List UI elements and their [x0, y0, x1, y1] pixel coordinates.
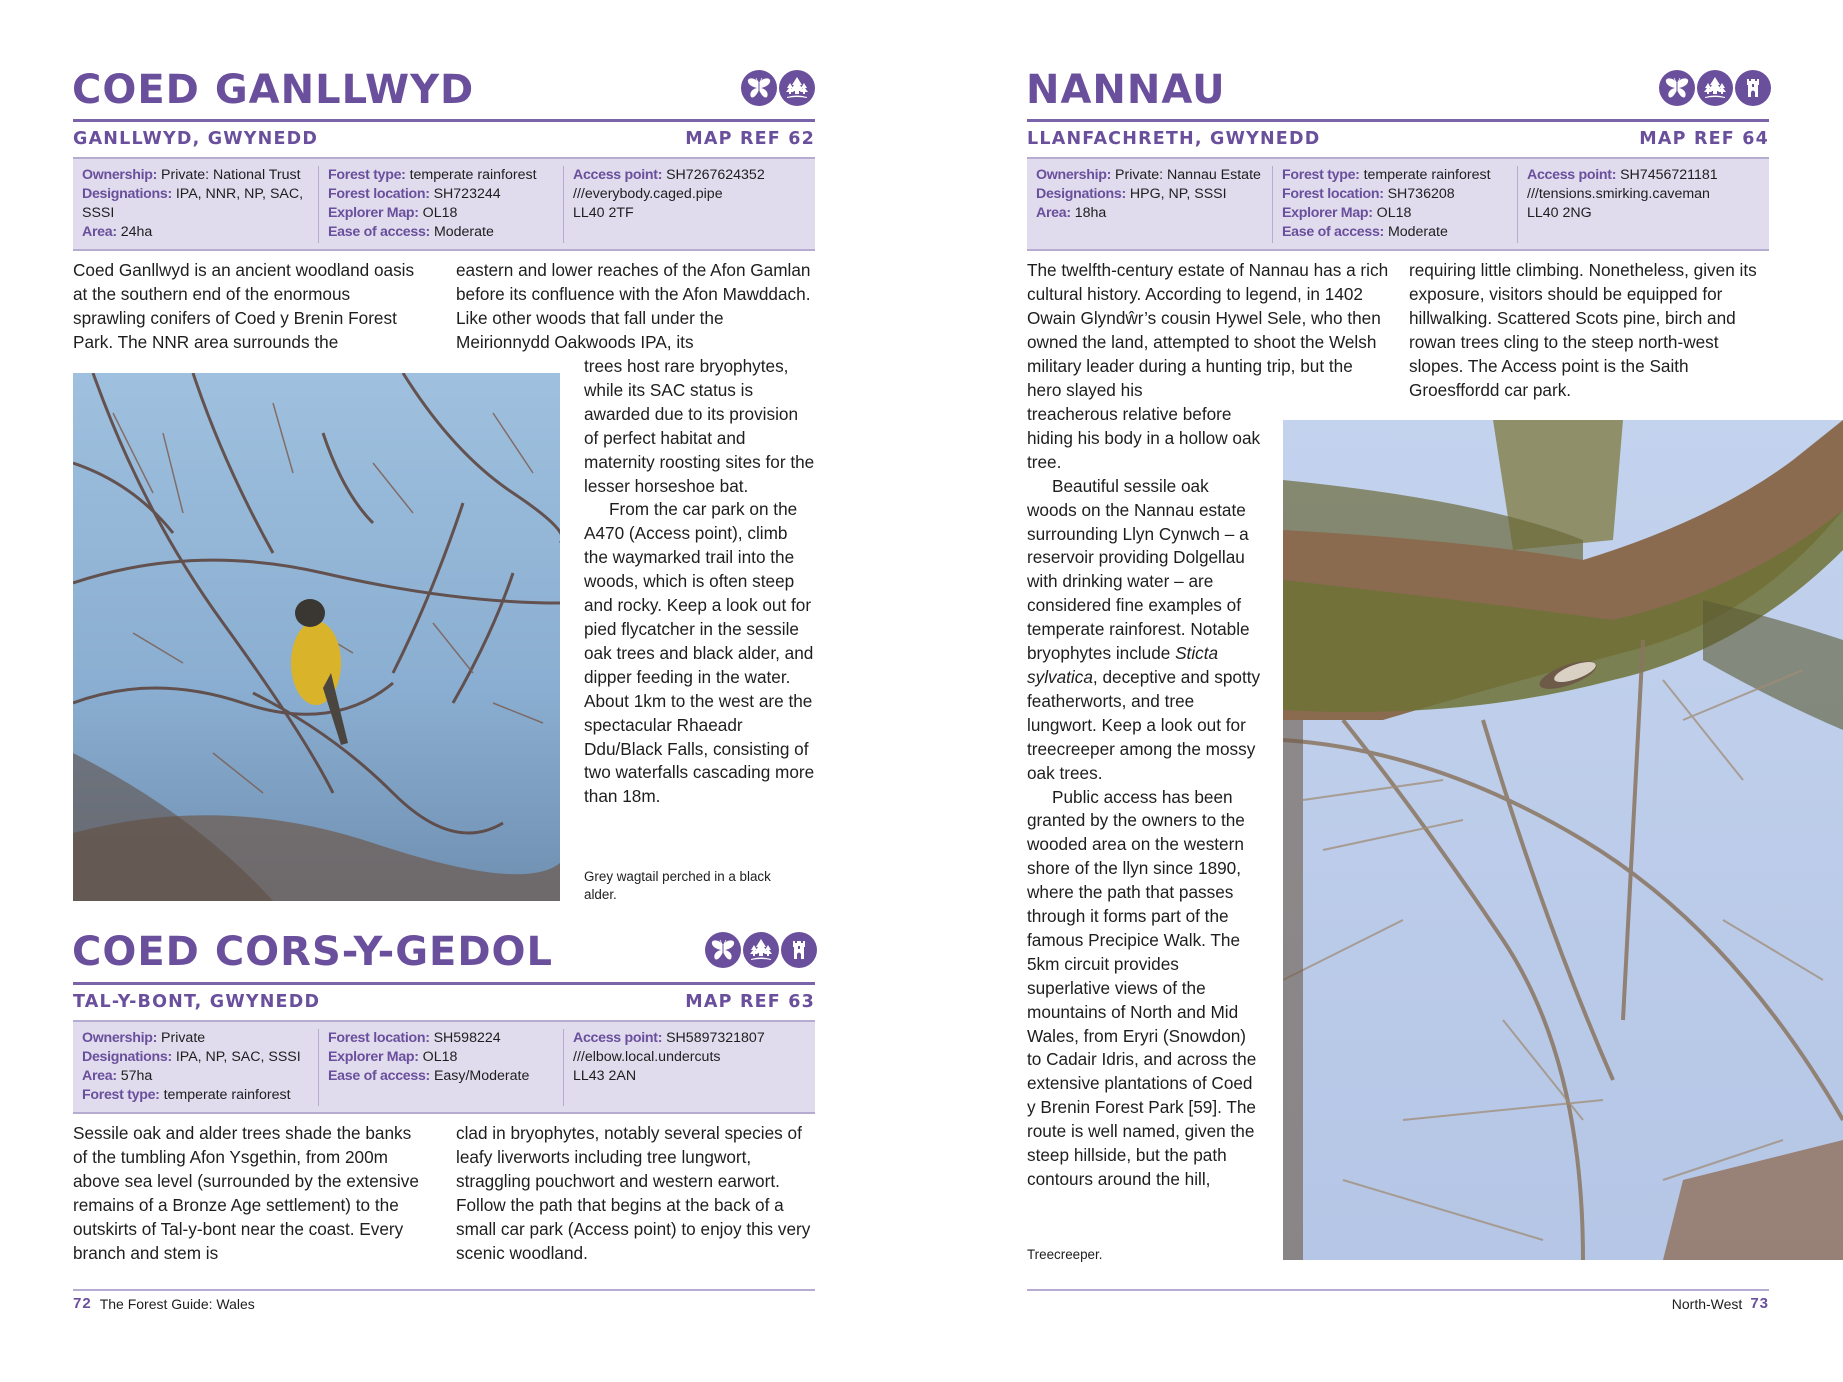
left-page [0, 0, 921, 1382]
text-run: , deceptive and spotty featherworts, and tree lungwort. Keep a look out for treecreeper among the mossy oak trees. [1027, 666, 1261, 783]
body-paragraph [1027, 475, 1263, 786]
body-text-narrow [1027, 403, 1263, 1192]
body-paragraph: requiring little climbing. Nonetheless, given its exposure, visitors should be equipped for hillwalking. Scattered Scots pine, birch and rowan trees cling to the steep north-west slopes. The Access point is the Saith Groesffordd car park. [1409, 260, 1757, 400]
photo-caption: Grey wagtail perched in a black alder. [584, 869, 771, 902]
postcode-value: LL43 2AN [573, 1068, 637, 1084]
body-paragraph: treacherous relative before hiding his body in a hollow oak tree. [1027, 404, 1261, 472]
book-title: The Forest Guide: Wales [99, 1295, 255, 1312]
info-column-2 [319, 1029, 564, 1106]
forest-type-value: temperate rainforest [409, 167, 537, 183]
info-label: Designations: [1036, 186, 1126, 202]
what3words-value: ///tensions.smirking.caveman [1527, 186, 1710, 202]
butterfly-icon [705, 932, 741, 968]
forest-type-value: temperate rainforest [1363, 167, 1491, 183]
trees-icon [779, 70, 815, 106]
access-point-value: SH5897321807 [666, 1030, 765, 1046]
postcode-value: LL40 2NG [1527, 205, 1592, 221]
info-label: Ownership: [82, 167, 158, 183]
entry-icons [741, 70, 815, 106]
designations-value: HPG, NP, SSSI [1129, 186, 1227, 202]
area-value: 57ha [120, 1068, 153, 1084]
info-label: Ease of access: [1282, 224, 1384, 240]
info-label: Ease of access: [328, 224, 430, 240]
body-text-col1 [73, 259, 423, 355]
page-number: 72 [73, 1295, 92, 1312]
trees-icon [743, 932, 779, 968]
info-label: Ownership: [1036, 167, 1112, 183]
postcode-value: LL40 2TF [573, 205, 634, 221]
footer-rule [73, 1289, 815, 1291]
ease-of-access-value: Moderate [1387, 224, 1448, 240]
title-rule [73, 982, 815, 985]
info-label: Ownership: [82, 1030, 158, 1046]
info-column-3 [1518, 166, 1769, 243]
body-text-narrow [584, 355, 816, 809]
info-column-3 [564, 166, 815, 243]
body-paragraph: Public access has been granted by the owners to the wooded area on the western shore of the llyn since 1890, where the path that passes through it forms part of the famous Precipice Walk. The 5km circuit provides superlative views of the mountains of North and Mid Wales, from Eryri (Snowdon) to Cadair Idris, and across the extensive plantations of Coed y Brenin Forest Park [59]. The route is well named, given the steep hillside, but the path contours around the hill, [1027, 786, 1257, 1189]
info-column-1 [73, 1029, 319, 1106]
info-label: Forest location: [328, 1030, 430, 1046]
body-paragraph: eastern and lower reaches of the Afon Gamlan before its confluence with the Afon Mawddach. Like other woods that fall under the Meirionnydd Oakwoods IPA, its [456, 260, 811, 352]
body-paragraph: clad in bryophytes, notably several species of leafy liverworts including tree lungwort, straggling pouchwort and western earwort. Follow the path that begins at the back of a small car park (Access point) to enjoy this very scenic woodland. [456, 1123, 811, 1263]
ownership-value: Private: National Trust [161, 167, 301, 183]
info-column-1 [73, 166, 319, 243]
page-number: 73 [1750, 1295, 1769, 1312]
info-column-3 [564, 1029, 815, 1106]
body-text-col1 [73, 1122, 423, 1265]
info-label: Forest type: [1282, 167, 1360, 183]
info-label: Area: [82, 1068, 117, 1084]
footer-rule [1027, 1289, 1769, 1291]
trees-icon [1697, 70, 1733, 106]
area-value: 24ha [120, 224, 153, 240]
info-label: Forest location: [328, 186, 430, 202]
info-column-2 [1273, 166, 1518, 243]
text-run: Beautiful sessile oak woods on the Nannau estate surrounding Llyn Cynwch – a reservoir providing Dolgellau with drinking water – are considered fine examples of temperate rainforest. Notable bryophytes include [1027, 475, 1250, 664]
location-label: GANLLWYD, GWYNEDD [73, 129, 319, 149]
ease-of-access-value: Easy/Moderate [433, 1068, 530, 1084]
subheading [73, 989, 815, 1015]
forest-location-value: SH598224 [433, 1030, 501, 1046]
title-rule [73, 119, 815, 122]
location-label: LLANFACHRETH, GWYNEDD [1027, 129, 1321, 149]
title-rule [1027, 119, 1769, 122]
info-column-1 [1027, 166, 1273, 243]
forest-location-value: SH736208 [1387, 186, 1455, 202]
entry-title-coed-ganllwyd: COED GANLLWYD [72, 67, 475, 113]
body-paragraph: The twelfth-century estate of Nannau has a rich cultural history. According to legend, in 1402 Owain Glyndŵr’s cousin Hywel Sele, who then owned the land, attempted to shoot the Welsh military leader during a hunting trip, but the hero slayed his [1027, 260, 1389, 400]
photo-caption: Treecreeper. [1027, 1247, 1103, 1262]
info-label: Explorer Map: [328, 1049, 419, 1065]
info-label: Designations: [82, 1049, 172, 1065]
info-label: Ease of access: [328, 1068, 430, 1084]
info-label: Forest type: [82, 1087, 160, 1103]
entry-title-nannau: NANNAU [1026, 67, 1226, 113]
info-box [73, 1020, 815, 1114]
explorer-map-value: OL18 [1376, 205, 1412, 221]
info-box [1027, 157, 1769, 251]
info-label: Access point: [1527, 167, 1617, 183]
map-ref: MAP REF 64 [1639, 129, 1769, 149]
photo-treecreeper [1283, 420, 1843, 1260]
castle-icon [1735, 70, 1771, 106]
body-paragraph: Coed Ganllwyd is an ancient woodland oasis at the southern end of the enormous sprawling conifers of Coed y Brenin Forest Park. The NNR area surrounds the [73, 260, 415, 352]
info-column-2 [319, 166, 564, 243]
species-name-italic: Sticta sylvatica [1027, 643, 1219, 687]
section-name: North-West [1671, 1295, 1743, 1312]
info-label: Designations: [82, 186, 172, 202]
info-label: Access point: [573, 1030, 663, 1046]
butterfly-icon [741, 70, 777, 106]
map-ref: MAP REF 63 [685, 992, 815, 1012]
area-value: 18ha [1074, 205, 1107, 221]
entry-icons [705, 932, 817, 968]
entry-title-coed-cors-y-gedol: COED CORS-Y-GEDOL [72, 929, 554, 975]
location-label: TAL-Y-BONT, GWYNEDD [73, 992, 321, 1012]
body-text-col1 [1027, 259, 1389, 402]
info-label: Access point: [573, 167, 663, 183]
castle-icon [781, 932, 817, 968]
info-label: Forest type: [328, 167, 406, 183]
body-text-col2 [456, 1122, 818, 1265]
designations-value: IPA, NP, SAC, SSSI [175, 1049, 301, 1065]
map-ref: MAP REF 62 [685, 129, 815, 149]
entry-icons [1659, 70, 1771, 106]
info-label: Area: [1036, 205, 1071, 221]
butterfly-icon [1659, 70, 1695, 106]
info-label: Forest location: [1282, 186, 1384, 202]
footer [73, 1295, 255, 1312]
access-point-value: SH7456721181 [1620, 167, 1718, 183]
info-label: Explorer Map: [328, 205, 419, 221]
forest-location-value: SH723244 [433, 186, 501, 202]
photo-grey-wagtail [73, 373, 560, 901]
ease-of-access-value: Moderate [433, 224, 494, 240]
forest-type-value: temperate rainforest [163, 1087, 291, 1103]
what3words-value: ///elbow.local.undercuts [573, 1049, 721, 1065]
body-paragraph: trees host rare bryophytes, while its SAC status is awarded due to its provision of perfect habitat and maternity roosting sites for the lesser horseshoe bat. [584, 356, 815, 496]
designations-value: IPA, NNR, NP, SAC, SSSI [82, 186, 304, 221]
info-box [73, 157, 815, 251]
body-text-col2 [1409, 259, 1769, 402]
footer [1672, 1295, 1769, 1312]
body-paragraph: Sessile oak and alder trees shade the banks of the tumbling Afon Ysgethin, from 200m above sea level (surrounded by the extensive remains of a Bronze Age settlement) to the outskirts of Tal-y-bont near the coast. Every branch and stem is [73, 1123, 419, 1263]
access-point-value: SH7267624352 [666, 167, 765, 183]
explorer-map-value: OL18 [422, 205, 458, 221]
explorer-map-value: OL18 [422, 1049, 458, 1065]
right-page [921, 0, 1843, 1382]
what3words-value: ///everybody.caged.pipe [573, 186, 723, 202]
ownership-value: Private: Nannau Estate [1115, 167, 1261, 183]
subheading [73, 126, 815, 152]
body-text-col2 [456, 259, 816, 355]
info-label: Explorer Map: [1282, 205, 1373, 221]
subheading [1027, 126, 1769, 152]
body-paragraph: From the car park on the A470 (Access point), climb the waymarked trail into the woods, which is often steep and rocky. Keep a look out for pied flycatcher in the sessile oak trees and black alder, and dipper feeding in the water. About 1km to the west are the spectacular Rhaeadr Ddu/Black Falls, consisting of two waterfalls cascading more than 18m. [584, 499, 815, 807]
info-label: Area: [82, 224, 117, 240]
ownership-value: Private [161, 1030, 206, 1046]
